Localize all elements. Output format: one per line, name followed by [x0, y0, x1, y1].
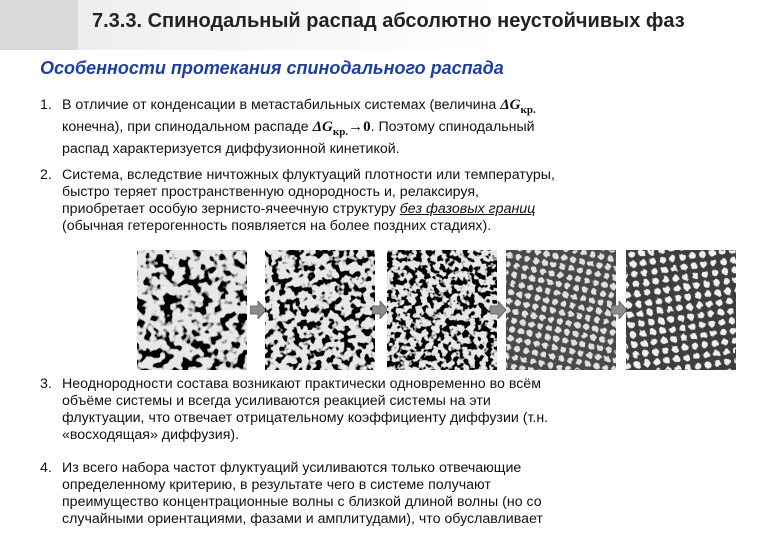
- delta-g-symbol: ΔG: [312, 118, 333, 135]
- tends-to-zero: →0: [348, 118, 371, 135]
- spinodal-image-strip: [0, 250, 780, 370]
- subscript-kr: кр.: [520, 103, 536, 116]
- paragraph-text: Неоднородности состава возникают практически одновременно во всём: [62, 376, 541, 392]
- paragraph-text: (обычная гетерогенность появляется на более поздних стадиях).: [62, 218, 492, 234]
- subscript-kr: кр.: [332, 125, 349, 138]
- section-subtitle: Особенности протекания спинодального распада: [40, 58, 504, 78]
- paragraph-text: распад характеризуется диффузионной кинетикой.: [62, 140, 400, 157]
- spinodal-droplet-stage-4-image: [506, 250, 616, 370]
- paragraph-text: приобретает особую зернисто-ячеечную структуру: [62, 201, 400, 217]
- paragraph-3: [40, 376, 770, 444]
- arrow-right-icon: [611, 301, 627, 319]
- spinodal-labyrinth-stage-1-image: [137, 250, 247, 370]
- paragraph-2: [40, 167, 770, 235]
- paragraph-text: Система, вследствие ничтожных флуктуаций плотности или температуры,: [62, 167, 555, 183]
- paragraph-text: «восходящая» диффузия).: [62, 427, 240, 443]
- title-accent-stripe: [0, 0, 78, 50]
- page-title: 7.3.3. Спинодальный распад абсолютно неустойчивых фаз: [92, 10, 685, 32]
- paragraph-text: флуктуации, что отвечает отрицательному коэффициенту диффузии (т.н.: [62, 410, 549, 426]
- paragraph-text: определенному критерию, в результате чего в системе получают: [62, 477, 491, 493]
- paragraph-text: В отличие от конденсации в метастабильных системах (величина: [62, 97, 501, 113]
- arrow-right-icon: [372, 301, 388, 319]
- paragraph-4: [40, 460, 770, 528]
- title-bar: [0, 0, 780, 50]
- delta-g-symbol: ΔG: [500, 97, 521, 113]
- arrow-right-icon: [490, 301, 506, 319]
- paragraph-text: Из всего набора частот флуктуаций усиливаются только отвечающие: [62, 460, 522, 476]
- arrow-right-icon: [250, 301, 266, 319]
- emphasized-text: без фазовых границ: [399, 201, 536, 217]
- paragraph-text: случайными ориентациями, фазами и амплитудами), что обуславливает: [62, 511, 543, 527]
- paragraph-number: 3.: [40, 376, 52, 392]
- spinodal-labyrinth-stage-3-image: [387, 250, 497, 370]
- paragraph-number: 2.: [40, 167, 52, 183]
- paragraph-text: . Поэтому спинодальный: [370, 118, 535, 135]
- paragraph-text: объёме системы и всегда усиливаются реакцией системы на эти: [62, 393, 491, 409]
- paragraph-text: быстро теряет пространственную однородность и, релаксируя,: [62, 184, 479, 200]
- spinodal-labyrinth-stage-2-image: [265, 250, 375, 370]
- paragraph-text: преимущество концентрационные волны с близкой длиной волны (но со: [62, 494, 542, 510]
- paragraph-1: [40, 97, 770, 158]
- spinodal-droplet-stage-5-image: [626, 250, 736, 370]
- paragraph-number: 1.: [40, 97, 52, 113]
- paragraph-text: конечна), при спинодальном распаде: [62, 118, 313, 135]
- paragraph-number: 4.: [40, 460, 52, 476]
